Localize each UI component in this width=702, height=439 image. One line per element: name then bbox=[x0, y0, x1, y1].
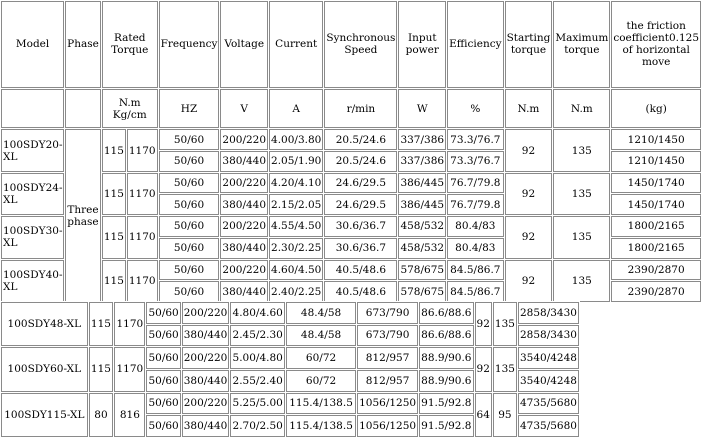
speed-cell: 48.4/58 bbox=[286, 325, 356, 347]
starting-torque-cell: 92 bbox=[475, 302, 492, 346]
power-cell: 578/675 bbox=[398, 281, 446, 302]
rated-torque-nm: 115 bbox=[102, 129, 126, 171]
model-cell: 100SDY48-XL bbox=[1, 302, 88, 346]
units-voltage: V bbox=[220, 89, 268, 128]
maximum-torque-cell: 135 bbox=[553, 173, 610, 215]
frequency-cell: 50/60 bbox=[159, 129, 220, 150]
current-cell: 4.80/4.60 bbox=[230, 302, 285, 324]
voltage-cell: 380/440 bbox=[182, 415, 230, 437]
rated-torque-nm: 80 bbox=[89, 393, 114, 437]
current-cell: 2.15/2.05 bbox=[269, 194, 323, 215]
units-model-empty bbox=[1, 89, 64, 128]
units-input-power: W bbox=[398, 89, 446, 128]
voltage-cell: 380/440 bbox=[182, 370, 230, 392]
table-row bbox=[1, 260, 701, 281]
efficiency-cell: 86.6/88.6 bbox=[419, 302, 473, 324]
table-row bbox=[1, 129, 701, 150]
friction-cell: 2390/2870 bbox=[611, 281, 701, 302]
starting-torque-cell: 92 bbox=[505, 260, 553, 302]
current-cell: 4.60/4.50 bbox=[269, 260, 323, 281]
speed-cell: 30.6/36.7 bbox=[324, 238, 397, 259]
frequency-cell: 50/60 bbox=[146, 393, 180, 415]
friction-cell: 1210/1450 bbox=[611, 151, 701, 172]
rated-torque-kgcm: 1170 bbox=[127, 129, 158, 171]
motor-spec-table-lower bbox=[0, 301, 580, 438]
frequency-cell: 50/60 bbox=[159, 173, 220, 194]
frequency-cell: 50/60 bbox=[146, 347, 180, 369]
model-cell: 100SDY60-XL bbox=[1, 347, 88, 391]
voltage-cell: 380/440 bbox=[220, 151, 268, 172]
rated-torque-nm: 115 bbox=[89, 302, 114, 346]
power-cell: 1056/1250 bbox=[357, 393, 418, 415]
power-cell: 337/386 bbox=[398, 151, 446, 172]
friction-cell: 2858/3430 bbox=[518, 302, 579, 324]
units-efficiency: % bbox=[447, 89, 504, 128]
speed-cell: 115.4/138.5 bbox=[286, 415, 356, 437]
power-cell: 1056/1250 bbox=[357, 415, 418, 437]
rated-torque-kgcm: 816 bbox=[114, 393, 145, 437]
maximum-torque-cell: 135 bbox=[553, 260, 610, 302]
current-cell: 5.00/4.80 bbox=[230, 347, 285, 369]
starting-torque-cell: 64 bbox=[475, 393, 492, 437]
power-cell: 386/445 bbox=[398, 173, 446, 194]
header-phase: Phase bbox=[65, 1, 101, 88]
rated-torque-kgcm: 1170 bbox=[127, 216, 158, 258]
phase-cell: Three phase bbox=[65, 129, 101, 302]
efficiency-cell: 91.5/92.8 bbox=[419, 393, 473, 415]
rated-torque-nm: 115 bbox=[89, 347, 114, 391]
efficiency-cell: 76.7/79.8 bbox=[447, 173, 504, 194]
speed-cell: 24.6/29.5 bbox=[324, 194, 397, 215]
voltage-cell: 200/220 bbox=[182, 302, 230, 324]
current-cell: 4.00/3.80 bbox=[269, 129, 323, 150]
power-cell: 812/957 bbox=[357, 370, 418, 392]
power-cell: 458/532 bbox=[398, 238, 446, 259]
starting-torque-cell: 92 bbox=[505, 216, 553, 258]
friction-cell: 3540/4248 bbox=[518, 370, 579, 392]
voltage-cell: 200/220 bbox=[182, 393, 230, 415]
frequency-cell: 50/60 bbox=[159, 194, 220, 215]
voltage-cell: 200/220 bbox=[220, 216, 268, 237]
speed-cell: 30.6/36.7 bbox=[324, 216, 397, 237]
power-cell: 578/675 bbox=[398, 260, 446, 281]
table-row bbox=[1, 216, 701, 237]
power-cell: 386/445 bbox=[398, 194, 446, 215]
current-cell: 4.20/4.10 bbox=[269, 173, 323, 194]
voltage-cell: 380/440 bbox=[220, 194, 268, 215]
power-cell: 458/532 bbox=[398, 216, 446, 237]
efficiency-cell: 91.5/92.8 bbox=[419, 415, 473, 437]
speed-cell: 48.4/58 bbox=[286, 302, 356, 324]
model-cell: 100SDY30-XL bbox=[1, 216, 64, 258]
efficiency-cell: 84.5/86.7 bbox=[447, 260, 504, 281]
rated-torque-nm: 115 bbox=[102, 173, 126, 215]
frequency-cell: 50/60 bbox=[146, 302, 180, 324]
efficiency-cell: 88.9/90.6 bbox=[419, 370, 473, 392]
units-frequency: HZ bbox=[159, 89, 220, 128]
speed-cell: 24.6/29.5 bbox=[324, 173, 397, 194]
rated-torque-nm: 115 bbox=[102, 260, 126, 302]
efficiency-cell: 88.9/90.6 bbox=[419, 347, 473, 369]
speed-cell: 60/72 bbox=[286, 370, 356, 392]
units-synchronous-speed: r/min bbox=[324, 89, 397, 128]
maximum-torque-cell: 135 bbox=[493, 302, 517, 346]
frequency-cell: 50/60 bbox=[159, 260, 220, 281]
table-row bbox=[1, 302, 579, 324]
maximum-torque-cell: 135 bbox=[553, 129, 610, 171]
header-row bbox=[1, 1, 701, 88]
starting-torque-cell: 92 bbox=[475, 347, 492, 391]
table-row bbox=[1, 347, 579, 369]
header-voltage: Voltage bbox=[220, 1, 268, 88]
friction-cell: 4735/5680 bbox=[518, 393, 579, 415]
friction-cell: 2390/2870 bbox=[611, 260, 701, 281]
voltage-cell: 380/440 bbox=[182, 325, 230, 347]
header-friction: the friction coefficient0.125 of horizontal move bbox=[611, 1, 701, 88]
speed-cell: 60/72 bbox=[286, 347, 356, 369]
current-cell: 4.55/4.50 bbox=[269, 216, 323, 237]
rated-torque-kgcm: 1170 bbox=[114, 347, 145, 391]
model-cell: 100SDY20-XL bbox=[1, 129, 64, 171]
header-frequency: Frequency bbox=[159, 1, 220, 88]
friction-cell: 1210/1450 bbox=[611, 129, 701, 150]
model-cell: 100SDY40-XL bbox=[1, 260, 64, 302]
current-cell: 5.25/5.00 bbox=[230, 393, 285, 415]
maximum-torque-cell: 135 bbox=[493, 347, 517, 391]
speed-cell: 40.5/48.6 bbox=[324, 281, 397, 302]
current-cell: 2.05/1.90 bbox=[269, 151, 323, 172]
efficiency-cell: 76.7/79.8 bbox=[447, 194, 504, 215]
current-cell: 2.45/2.30 bbox=[230, 325, 285, 347]
current-cell: 2.55/2.40 bbox=[230, 370, 285, 392]
header-efficiency: Efficiency bbox=[447, 1, 504, 88]
maximum-torque-cell: 135 bbox=[553, 216, 610, 258]
model-cell: 100SDY24-XL bbox=[1, 173, 64, 215]
speed-cell: 40.5/48.6 bbox=[324, 260, 397, 281]
voltage-cell: 200/220 bbox=[220, 260, 268, 281]
voltage-cell: 200/220 bbox=[220, 129, 268, 150]
frequency-cell: 50/60 bbox=[146, 325, 180, 347]
friction-cell: 4735/5680 bbox=[518, 415, 579, 437]
speed-cell: 115.4/138.5 bbox=[286, 393, 356, 415]
speed-cell: 20.5/24.6 bbox=[324, 151, 397, 172]
model-cell: 100SDY115-XL bbox=[1, 393, 88, 437]
rated-torque-kgcm: 1170 bbox=[114, 302, 145, 346]
units-rated-torque: N.m Kg/cm bbox=[102, 89, 158, 128]
speed-cell: 20.5/24.6 bbox=[324, 129, 397, 150]
frequency-cell: 50/60 bbox=[159, 281, 220, 302]
rated-torque-nm: 115 bbox=[102, 216, 126, 258]
rated-torque-kgcm: 1170 bbox=[127, 173, 158, 215]
header-starting-torque: Starting torque bbox=[505, 1, 553, 88]
efficiency-cell: 86.6/88.6 bbox=[419, 325, 473, 347]
units-friction: (kg) bbox=[611, 89, 701, 128]
units-phase-empty bbox=[65, 89, 101, 128]
table-row bbox=[1, 173, 701, 194]
starting-torque-cell: 92 bbox=[505, 129, 553, 171]
frequency-cell: 50/60 bbox=[159, 238, 220, 259]
friction-cell: 3540/4248 bbox=[518, 347, 579, 369]
header-maximum-torque: Maximum torque bbox=[553, 1, 610, 88]
power-cell: 812/957 bbox=[357, 347, 418, 369]
frequency-cell: 50/60 bbox=[146, 415, 180, 437]
voltage-cell: 380/440 bbox=[220, 281, 268, 302]
voltage-cell: 200/220 bbox=[220, 173, 268, 194]
current-cell: 2.70/2.50 bbox=[230, 415, 285, 437]
power-cell: 673/790 bbox=[357, 325, 418, 347]
efficiency-cell: 73.3/76.7 bbox=[447, 151, 504, 172]
starting-torque-cell: 92 bbox=[505, 173, 553, 215]
friction-cell: 1450/1740 bbox=[611, 173, 701, 194]
units-row bbox=[1, 89, 701, 128]
efficiency-cell: 73.3/76.7 bbox=[447, 129, 504, 150]
efficiency-cell: 80.4/83 bbox=[447, 216, 504, 237]
frequency-cell: 50/60 bbox=[159, 151, 220, 172]
rated-torque-kgcm: 1170 bbox=[127, 260, 158, 302]
current-cell: 2.40/2.25 bbox=[269, 281, 323, 302]
units-current: A bbox=[269, 89, 323, 128]
maximum-torque-cell: 95 bbox=[493, 393, 517, 437]
power-cell: 337/386 bbox=[398, 129, 446, 150]
frequency-cell: 50/60 bbox=[146, 370, 180, 392]
header-input-power: Input power bbox=[398, 1, 446, 88]
units-starting-torque: N.m bbox=[505, 89, 553, 128]
units-maximum-torque: N.m bbox=[553, 89, 610, 128]
header-synchronous-speed: Synchronous Speed bbox=[324, 1, 397, 88]
efficiency-cell: 84.5/86.7 bbox=[447, 281, 504, 302]
voltage-cell: 380/440 bbox=[220, 238, 268, 259]
friction-cell: 2858/3430 bbox=[518, 325, 579, 347]
current-cell: 2.30/2.25 bbox=[269, 238, 323, 259]
voltage-cell: 200/220 bbox=[182, 347, 230, 369]
header-model: Model bbox=[1, 1, 64, 88]
friction-cell: 1450/1740 bbox=[611, 194, 701, 215]
header-current: Current bbox=[269, 1, 323, 88]
frequency-cell: 50/60 bbox=[159, 216, 220, 237]
header-rated-torque: Rated Torque bbox=[102, 1, 158, 88]
friction-cell: 1800/2165 bbox=[611, 216, 701, 237]
power-cell: 673/790 bbox=[357, 302, 418, 324]
table-row bbox=[1, 393, 579, 415]
efficiency-cell: 80.4/83 bbox=[447, 238, 504, 259]
friction-cell: 1800/2165 bbox=[611, 238, 701, 259]
